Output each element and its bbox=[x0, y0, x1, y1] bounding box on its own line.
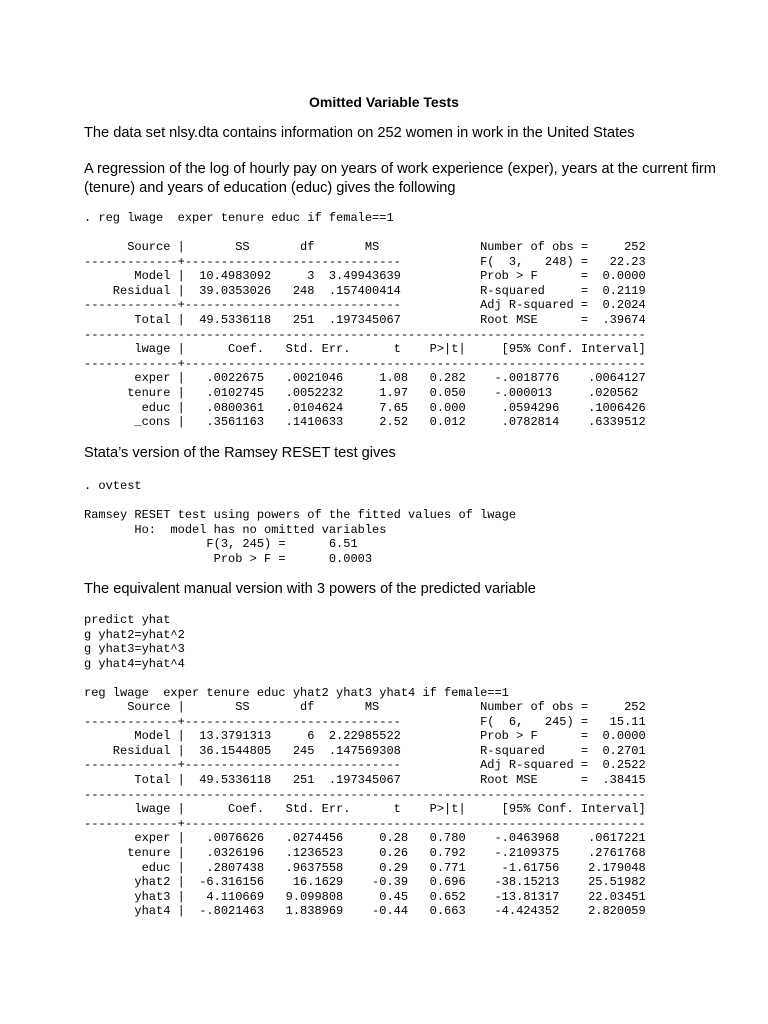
reg2-line: Model | 13.3791313 6 2.22985522 Prob > F = 0.0000 bbox=[84, 729, 646, 744]
reg1-line: _cons | .3561163 .1410633 2.52 0.012 .0782814 .6339512 bbox=[84, 415, 646, 430]
reg1-line: educ | .0800361 .0104624 7.65 0.000 .0594296 .1006426 bbox=[84, 400, 646, 415]
reg1-line: -------------+---------------------------------------------------------------- bbox=[84, 356, 646, 371]
stata-command-reg: . reg lwage exper tenure educ if female==1 bbox=[84, 211, 394, 225]
reg1-line: ------------------------------------------------------------------------------ bbox=[84, 327, 646, 342]
reg2-line: educ | .2807438 .9637558 0.29 0.771 -1.61756 2.179048 bbox=[84, 860, 646, 875]
ramsey-reset-intro: Stata’s version of the Ramsey RESET test gives bbox=[84, 445, 396, 461]
reg2-line: Source | SS df MS Number of obs = 252 bbox=[84, 700, 646, 714]
regression-output-1 bbox=[84, 240, 646, 430]
reg2-line: yhat2 | -6.316156 16.1629 -0.39 0.696 -38.15213 25.51982 bbox=[84, 875, 646, 890]
reg2-line: exper | .0076626 .0274456 0.28 0.780 -.0463968 .0617221 bbox=[84, 831, 646, 846]
reg1-line: exper | .0022675 .0021046 1.08 0.282 -.0018776 .0064127 bbox=[84, 371, 646, 386]
page-title: Omitted Variable Tests bbox=[309, 94, 459, 110]
manual-cmds-line: g yhat3=yhat^3 bbox=[84, 642, 185, 657]
reg1-line: Model | 10.4983092 3 3.49943639 Prob > F = 0.0000 bbox=[84, 269, 646, 284]
manual-cmds-line: predict yhat bbox=[84, 613, 171, 627]
reg2-line: yhat3 | 4.110669 9.099808 0.45 0.652 -13.81317 22.03451 bbox=[84, 889, 646, 904]
reg2-line: lwage | Coef. Std. Err. t P>|t| [95% Conf. Interval] bbox=[84, 802, 646, 817]
manual-cmds-line: g yhat4=yhat^4 bbox=[84, 656, 185, 671]
manual-version-intro: The equivalent manual version with 3 powers of the predicted variable bbox=[84, 581, 536, 597]
reset-line: Ramsey RESET test using powers of the fitted values of lwage bbox=[84, 508, 517, 522]
reg1-line: Total | 49.5336118 251 .197345067 Root MSE = .39674 bbox=[84, 312, 646, 327]
reg2-line: -------------+------------------------------ F( 6, 245) = 15.11 bbox=[84, 714, 646, 729]
reg1-line: -------------+------------------------------ F( 3, 248) = 22.23 bbox=[84, 254, 646, 269]
reg1-line: tenure | .0102745 .0052232 1.97 0.050 -.000013 .020562 bbox=[84, 385, 639, 400]
regression-description-paragraph: A regression of the log of hourly pay on years of work experience (exper), years at the current firm (tenure) and years of education (educ) gives the following bbox=[84, 161, 716, 196]
reset-line: Ho: model has no omitted variables bbox=[84, 522, 387, 537]
reg2-line: Total | 49.5336118 251 .197345067 Root MSE = .38415 bbox=[84, 772, 646, 787]
reg2-line: Residual | 36.1544805 245 .147569308 R-squared = 0.2701 bbox=[84, 743, 646, 758]
manual-commands bbox=[84, 613, 185, 671]
reg2-line: -------------+------------------------------ Adj R-squared = 0.2522 bbox=[84, 758, 646, 773]
reset-line: F(3, 245) = 6.51 bbox=[84, 537, 358, 552]
regression-output-2 bbox=[84, 700, 646, 919]
reg2-line: tenure | .0326196 .1236523 0.26 0.792 -.2109375 .2761768 bbox=[84, 845, 646, 860]
reg2-line: yhat4 | -.8021463 1.838969 -0.44 0.663 -4.424352 2.820059 bbox=[84, 904, 646, 919]
stata-command-ovtest: . ovtest bbox=[84, 479, 142, 493]
reg1-line: Residual | 39.0353026 248 .157400414 R-squared = 0.2119 bbox=[84, 283, 646, 298]
intro-paragraph: The data set nlsy.dta contains information on 252 women in work in the United States bbox=[84, 125, 635, 141]
reg1-line: lwage | Coef. Std. Err. t P>|t| [95% Conf. Interval] bbox=[84, 342, 646, 357]
reg1-line: Source | SS df MS Number of obs = 252 bbox=[84, 240, 646, 254]
manual-cmds-line: g yhat2=yhat^2 bbox=[84, 627, 185, 642]
reg2-line: -------------+---------------------------------------------------------------- bbox=[84, 816, 646, 831]
reset-line: Prob > F = 0.0003 bbox=[84, 551, 373, 566]
stata-command-reg-augmented: reg lwage exper tenure educ yhat2 yhat3 yhat4 if female==1 bbox=[84, 686, 509, 700]
ramsey-reset-output bbox=[84, 508, 516, 566]
reg1-line: -------------+------------------------------ Adj R-squared = 0.2024 bbox=[84, 298, 646, 313]
reg2-line: ------------------------------------------------------------------------------ bbox=[84, 787, 646, 802]
